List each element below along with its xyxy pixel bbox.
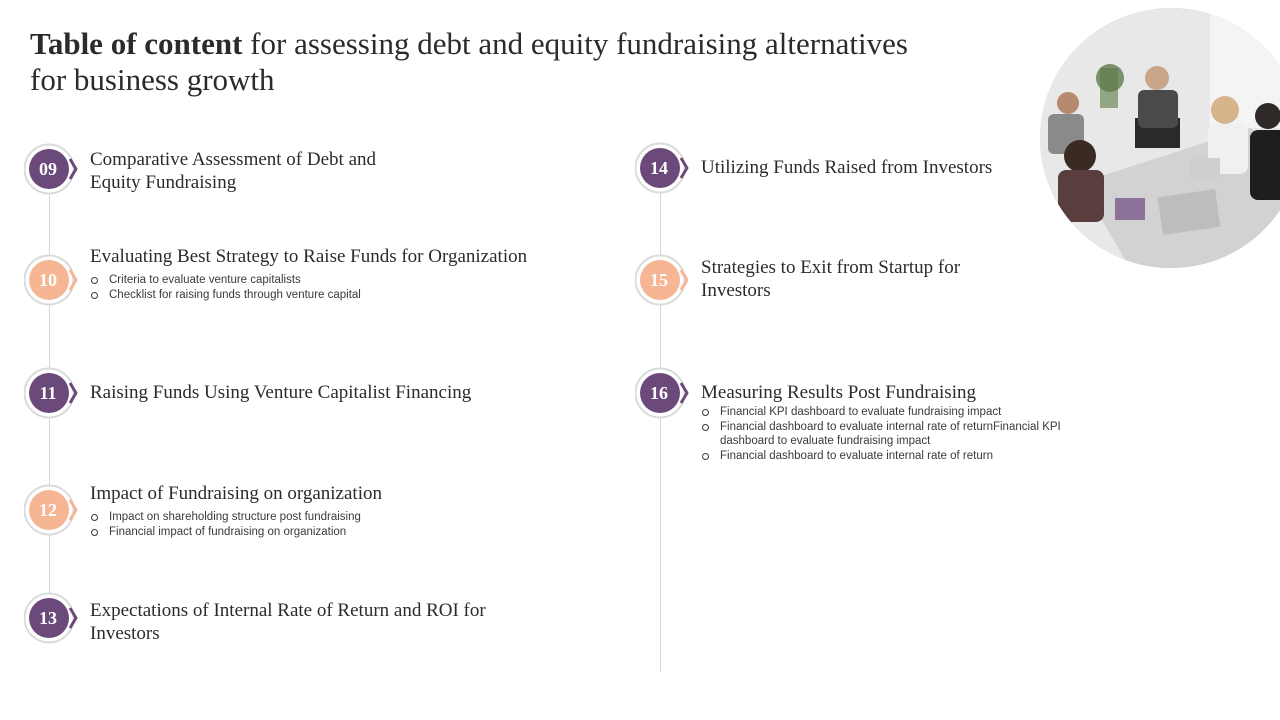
number-badge — [635, 367, 687, 419]
toc-subitems — [701, 405, 1061, 463]
toc-item-title: Impact of Fundraising on organization — [90, 483, 382, 504]
toc-subitem: Financial dashboard to evaluate internal rate of returnFinancial KPI dashboard to evaluate fundraising impact — [701, 420, 1061, 449]
page-title — [30, 26, 930, 98]
number-badge-label: 11 — [39, 382, 57, 403]
number-badge-label: 09 — [39, 158, 57, 179]
toc-subitem: Financial dashboard to evaluate internal rate of return — [701, 449, 1061, 464]
meeting-photo — [1040, 8, 1280, 268]
title-bold: Table of content — [30, 26, 243, 61]
toc-subitem: Financial impact of fundraising on organization — [90, 525, 510, 540]
number-badge — [24, 592, 76, 644]
number-badge-label: 13 — [39, 607, 57, 628]
number-badge — [24, 367, 76, 419]
toc-item-title: Measuring Results Post Fundraising — [701, 382, 976, 403]
number-badge-label: 10 — [39, 269, 57, 290]
toc-subitem: Impact on shareholding structure post fundraising — [90, 510, 510, 525]
title-rest: for assessing debt and equity fundraising alternatives for business growth — [30, 26, 908, 97]
number-badge-label: 15 — [650, 269, 668, 290]
toc-item-title: Comparative Assessment of Debt and Equity Fundraising — [90, 149, 377, 193]
toc-item-title: Utilizing Funds Raised from Investors — [701, 157, 993, 178]
number-badge — [24, 254, 76, 306]
toc-subitem: Financial KPI dashboard to evaluate fundraising impact — [701, 405, 1061, 420]
number-badge — [24, 143, 76, 195]
toc-subitem: Criteria to evaluate venture capitalists — [90, 273, 510, 288]
toc-item-title: Evaluating Best Strategy to Raise Funds for Organization — [90, 246, 528, 267]
toc-item-title: Strategies to Exit from Startup for Investors — [701, 257, 961, 301]
number-badge — [635, 254, 687, 306]
toc-subitems — [90, 273, 510, 302]
number-badge-label: 12 — [39, 499, 57, 520]
number-badge — [635, 142, 687, 194]
toc-item-title: Raising Funds Using Venture Capitalist Financing — [90, 382, 472, 403]
number-badge-label: 14 — [650, 157, 668, 178]
toc-subitem: Checklist for raising funds through venture capital — [90, 288, 510, 303]
toc-subitems — [90, 510, 510, 539]
number-badge-label: 16 — [650, 382, 668, 403]
meeting-photo-illustration — [1040, 8, 1280, 268]
toc-item-title: Expectations of Internal Rate of Return and ROI for Investors — [90, 600, 486, 644]
number-badge — [24, 484, 76, 536]
